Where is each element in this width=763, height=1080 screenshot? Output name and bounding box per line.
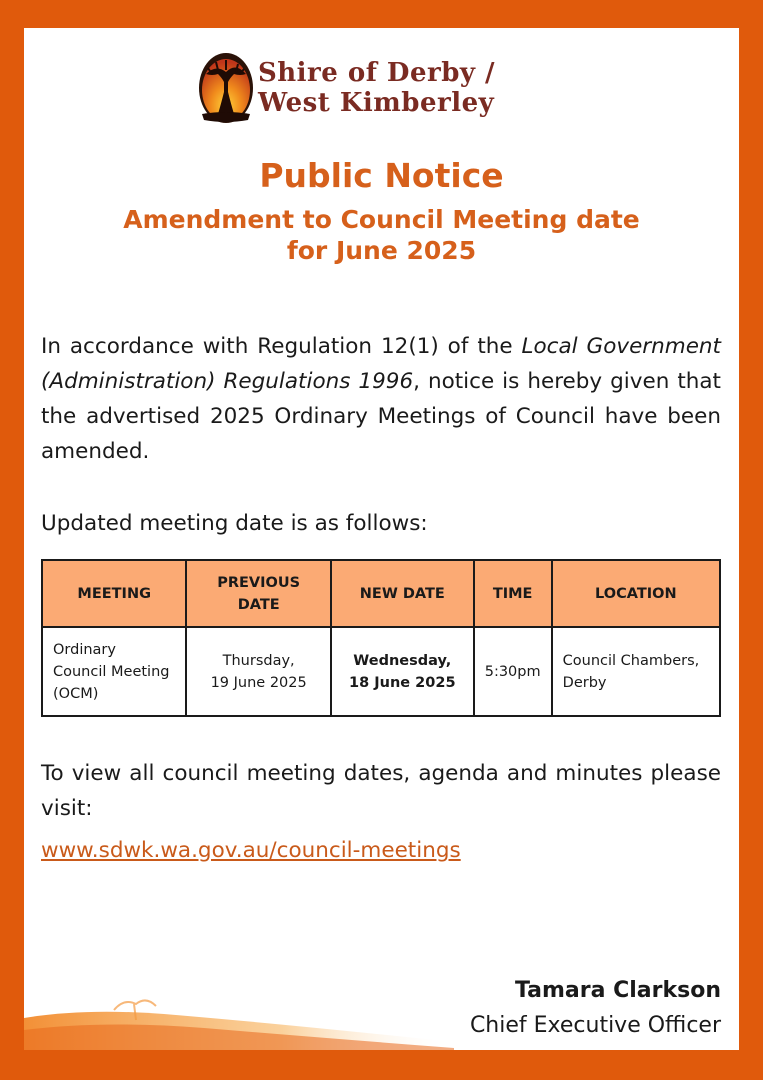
outback-decoration-icon (24, 990, 454, 1050)
council-meetings-link[interactable]: www.sdwk.wa.gov.au/council-meetings (41, 838, 461, 863)
header-previous-line2: DATE (237, 596, 280, 613)
notice-title: Public Notice (259, 156, 504, 195)
regulation-text-after: , notice is hereby given that the advertised 2025 Ordinary Meetings of Council have been amended. (41, 369, 721, 464)
cell-new-date (331, 627, 474, 716)
table-header-row (42, 560, 720, 627)
notice-subtitle-line2: for June 2025 (286, 236, 477, 265)
header-meeting: MEETING (42, 560, 186, 627)
cell-location (552, 627, 720, 716)
cell-new-line1: Wednesday, (353, 652, 452, 669)
regulation-paragraph (41, 329, 721, 469)
regulation-text-before: In accordance with Regulation 12(1) of the (41, 334, 522, 359)
regulation-title: Local Government (Administration) Regulations 1996 (41, 334, 721, 394)
header-previous-date (186, 560, 331, 627)
cell-new-line2: 18 June 2025 (349, 674, 456, 691)
cell-time: 5:30pm (474, 627, 552, 716)
cell-meeting-line3: (OCM) (53, 685, 99, 702)
shire-name (258, 58, 495, 118)
updated-date-intro: Updated meeting date is as follows: (41, 511, 428, 536)
notice-subtitle (24, 204, 739, 266)
cell-location-line2: Derby (562, 674, 607, 691)
cell-previous-line1: Thursday, (222, 652, 295, 669)
cell-previous-line2: 19 June 2025 (210, 674, 307, 691)
boab-tree-logo-icon (198, 52, 254, 124)
cell-meeting-line2: Council Meeting (53, 663, 170, 680)
notice-subtitle-line1: Amendment to Council Meeting date (123, 205, 640, 234)
shire-logo (198, 52, 495, 124)
header-location: LOCATION (552, 560, 720, 627)
cell-meeting (42, 627, 186, 716)
signatory-name: Tamara Clarkson (514, 978, 721, 1003)
cell-meeting-line1: Ordinary (53, 641, 116, 658)
shire-name-line1: Shire of Derby / (258, 58, 496, 88)
visit-paragraph: To view all council meeting dates, agenda and minutes please visit: (41, 761, 721, 821)
table-row (42, 627, 720, 716)
header-time: TIME (474, 560, 552, 627)
header-new-date: NEW DATE (331, 560, 474, 627)
cell-location-line1: Council Chambers, (562, 652, 700, 669)
header-previous-line1: PREVIOUS (217, 574, 301, 591)
shire-name-line2: West Kimberley (258, 88, 495, 118)
signatory-role: Chief Executive Officer (469, 1013, 721, 1038)
notice-page (24, 28, 739, 1050)
meeting-date-table (41, 559, 721, 717)
cell-previous-date (186, 627, 331, 716)
